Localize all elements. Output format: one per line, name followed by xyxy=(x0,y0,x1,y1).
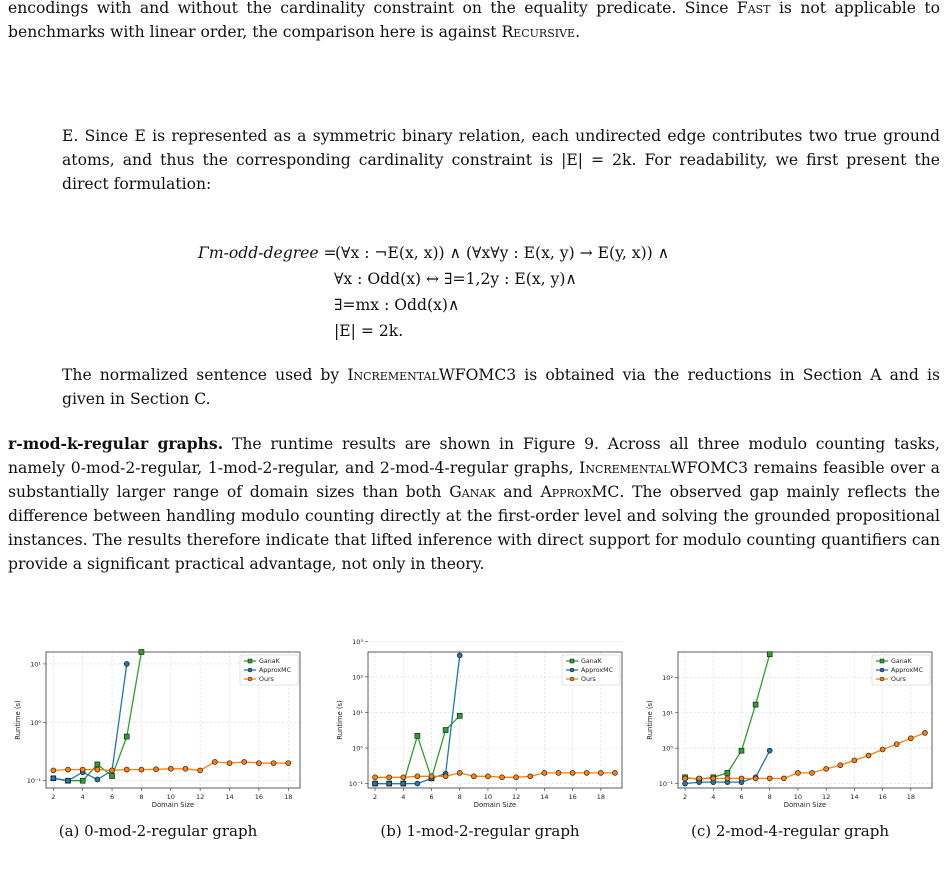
x-axis-label: Domain Size xyxy=(783,801,827,809)
caption-a: (a) 0-mod-2-regular graph xyxy=(58,822,258,840)
data-point-ours xyxy=(168,766,173,771)
y-tick-label: 10² xyxy=(352,673,363,682)
data-point-ours xyxy=(373,775,378,780)
data-point-ours xyxy=(866,753,871,758)
x-tick-label: 12 xyxy=(196,793,205,801)
data-point-ours xyxy=(457,770,462,775)
caption-b: (b) 1-mod-2-regular graph xyxy=(380,822,580,840)
data-point-approxmc xyxy=(66,778,71,783)
data-point-ours xyxy=(795,770,800,775)
data-point-ours xyxy=(683,776,688,781)
data-point-ours xyxy=(401,775,406,780)
legend-marker-ganak xyxy=(570,659,574,663)
x-tick-label: 6 xyxy=(739,793,744,801)
approxmc-name: ApproxMC xyxy=(540,483,620,501)
y-tick-label: 10⁰ xyxy=(662,744,673,753)
legend-label-ganak: GanaK xyxy=(891,658,912,666)
x-tick-label: 18 xyxy=(596,793,605,801)
data-point-ours xyxy=(124,767,129,772)
chart-a xyxy=(8,646,308,814)
data-point-ours xyxy=(894,742,899,747)
data-point-ours xyxy=(725,776,730,781)
data-point-approxmc xyxy=(457,653,462,658)
data-point-ours xyxy=(387,775,392,780)
data-point-ours xyxy=(908,736,913,741)
legend-label-approxmc: ApproxMC xyxy=(581,667,613,675)
ganak-name: Ganak xyxy=(449,483,496,501)
data-point-ours xyxy=(753,776,758,781)
data-point-ours xyxy=(485,774,490,779)
y-tick-label: 10⁻¹ xyxy=(26,777,41,786)
data-point-approxmc xyxy=(387,781,392,786)
data-point-ours xyxy=(110,768,115,773)
legend-label-approxmc: ApproxMC xyxy=(259,667,291,675)
formula-block xyxy=(198,240,669,344)
data-point-ours xyxy=(471,774,476,779)
data-point-ours xyxy=(570,770,575,775)
figure-a xyxy=(8,646,308,814)
data-point-ganak xyxy=(80,778,85,783)
data-point-ours xyxy=(429,774,434,779)
figure-b xyxy=(330,637,630,814)
legend-marker-ganak xyxy=(880,659,884,663)
para-r-and: and xyxy=(503,483,533,501)
x-tick-label: 2 xyxy=(372,793,378,801)
y-tick-label: 10¹ xyxy=(352,708,363,717)
para-r-body-3: . The observed gap mainly reflects the difference between handling modulo counting directly at the first-order level and solving the grounded propositional instances. The results therefore indicate that lifted inference with direct support for modulo counting quantifiers can provide a significant practical advantage, not only in theory. xyxy=(8,483,940,573)
para-edge-text: E. Since E is represented as a symmetric binary relation, each undirected edge contributes two true ground atoms, and thus the corresponding cardinality constraint is |E| = 2k. For readability, we first present the direct formulation: xyxy=(62,127,940,193)
data-point-ours xyxy=(154,767,159,772)
data-point-ours xyxy=(711,776,716,781)
formula-line-3: ∃=mx : Odd(x)∧ xyxy=(334,296,460,314)
x-tick-label: 4 xyxy=(711,793,716,801)
legend-marker-ours xyxy=(880,677,884,681)
fast-name: Fast xyxy=(736,0,771,17)
data-point-ours xyxy=(198,768,203,773)
legend-label-ours: Ours xyxy=(259,676,274,684)
legend-label-ganak: GanaK xyxy=(259,658,280,666)
x-tick-label: 14 xyxy=(225,793,234,801)
legend-label-ours: Ours xyxy=(891,676,906,684)
caption-c: (c) 2-mod-4-regular graph xyxy=(691,822,889,840)
data-point-ours xyxy=(500,775,505,780)
data-point-approxmc xyxy=(373,781,378,786)
y-tick-label: 10¹ xyxy=(662,709,673,718)
legend-marker-approxmc xyxy=(248,668,252,672)
para-normalized xyxy=(62,363,940,411)
data-point-ours xyxy=(212,759,217,764)
data-point-ours xyxy=(922,730,927,735)
formula-row-1 xyxy=(198,240,669,266)
legend-marker-ours xyxy=(570,677,574,681)
legend-label-ours: Ours xyxy=(581,676,596,684)
data-point-ours xyxy=(139,767,144,772)
para-norm-a: The normalized sentence used by xyxy=(62,366,340,384)
data-point-approxmc xyxy=(51,776,56,781)
data-point-ours xyxy=(415,774,420,779)
x-tick-label: 8 xyxy=(139,793,144,801)
intro-text-2b: . xyxy=(575,23,581,41)
data-point-ours xyxy=(95,767,100,772)
x-tick-label: 18 xyxy=(284,793,293,801)
data-point-ours xyxy=(256,761,261,766)
x-tick-label: 16 xyxy=(254,793,264,801)
chart-c xyxy=(640,646,940,814)
data-point-ours xyxy=(514,775,519,780)
y-tick-label: 10⁰ xyxy=(352,744,363,753)
x-tick-label: 8 xyxy=(767,793,772,801)
data-point-ganak xyxy=(110,774,115,779)
x-tick-label: 6 xyxy=(429,793,434,801)
x-tick-label: 14 xyxy=(540,793,549,801)
data-point-ours xyxy=(286,761,291,766)
legend-marker-approxmc xyxy=(570,668,574,672)
y-tick-label: 10³ xyxy=(352,637,363,646)
x-tick-label: 2 xyxy=(51,793,56,801)
x-tick-label: 2 xyxy=(682,793,688,801)
intro-text-1b: is not xyxy=(778,0,827,17)
intro-text-1: encodings with and without the cardinality constraint on the equality predicate. Since xyxy=(8,0,729,17)
data-point-ours xyxy=(542,770,547,775)
para-edge-relation xyxy=(62,124,940,196)
x-tick-label: 10 xyxy=(793,793,803,801)
x-tick-label: 16 xyxy=(568,793,577,801)
data-point-approxmc xyxy=(767,748,772,753)
data-point-ours xyxy=(80,767,85,772)
data-point-ganak xyxy=(457,713,462,718)
data-point-approxmc xyxy=(401,781,406,786)
intro-paragraph xyxy=(8,0,940,44)
incremental-name-2: IncrementalWFOMC3 xyxy=(579,459,749,477)
y-tick-label: 10¹ xyxy=(30,660,41,669)
recursive-name: Recursive xyxy=(501,23,576,41)
x-tick-label: 10 xyxy=(483,793,493,801)
y-axis-label: Runtime (s) xyxy=(14,700,22,740)
incremental-name: IncrementalWFOMC3 xyxy=(347,366,517,384)
data-point-ours xyxy=(556,770,561,775)
data-point-ganak xyxy=(415,733,420,738)
data-point-ours xyxy=(51,768,56,773)
x-tick-label: 4 xyxy=(401,793,406,801)
y-tick-label: 10⁻¹ xyxy=(658,780,673,789)
data-point-ganak xyxy=(139,650,144,655)
data-point-ours xyxy=(810,770,815,775)
legend-marker-ganak xyxy=(248,659,252,663)
data-point-ganak xyxy=(767,652,772,657)
data-point-ours xyxy=(598,770,603,775)
data-point-ours xyxy=(767,776,772,781)
data-point-ganak xyxy=(739,748,744,753)
legend-label-approxmc: ApproxMC xyxy=(891,667,923,675)
data-point-ours xyxy=(838,763,843,768)
x-tick-label: 18 xyxy=(906,793,915,801)
data-point-approxmc xyxy=(683,781,688,786)
formula-line-1: (∀x : ¬E(x, x)) ∧ (∀x∀y : E(x, y) → E(y, x)) ∧ xyxy=(334,244,670,262)
legend-marker-ours xyxy=(248,677,252,681)
x-tick-label: 8 xyxy=(457,793,462,801)
y-tick-label: 10⁰ xyxy=(30,718,41,727)
formula-line-2: ∀x : Odd(x) ↔ ∃=1,2y : E(x, y)∧ xyxy=(334,270,577,288)
data-point-approxmc xyxy=(415,781,420,786)
x-tick-label: 16 xyxy=(878,793,887,801)
data-point-ganak xyxy=(124,734,129,739)
intro-text-2: applicable to benchmarks with linear order, the comparison here is against xyxy=(8,0,940,41)
data-point-ours xyxy=(852,758,857,763)
data-point-ours xyxy=(584,770,589,775)
data-point-ours xyxy=(242,759,247,764)
legend-marker-approxmc xyxy=(880,668,884,672)
y-tick-label: 10² xyxy=(662,673,673,682)
data-point-ours xyxy=(66,767,71,772)
para-r-mod-k xyxy=(8,432,940,576)
data-point-ganak xyxy=(95,762,100,767)
data-point-ganak xyxy=(443,728,448,733)
data-point-ours xyxy=(697,776,702,781)
x-tick-label: 14 xyxy=(850,793,859,801)
formula-row-4 xyxy=(198,318,669,344)
x-tick-label: 6 xyxy=(109,793,115,801)
x-tick-label: 10 xyxy=(166,793,175,801)
formula-lhs: Γm-odd-degree = xyxy=(198,244,337,262)
data-point-approxmc xyxy=(124,661,129,666)
data-point-ours xyxy=(781,776,786,781)
data-point-ours xyxy=(227,761,232,766)
data-point-ganak xyxy=(753,702,758,707)
x-tick-label: 12 xyxy=(512,793,521,801)
x-tick-label: 12 xyxy=(822,793,831,801)
formula-row-3 xyxy=(198,292,669,318)
data-point-ours xyxy=(528,774,533,779)
data-point-ganak xyxy=(725,770,730,775)
legend-label-ganak: GanaK xyxy=(581,658,602,666)
x-axis-label: Domain Size xyxy=(473,801,517,809)
data-point-ours xyxy=(443,774,448,779)
data-point-approxmc xyxy=(95,777,100,782)
data-point-ours xyxy=(183,766,188,771)
chart-b xyxy=(330,637,630,814)
data-point-ours xyxy=(880,747,885,752)
x-axis-label: Domain Size xyxy=(151,801,195,809)
data-point-ours xyxy=(271,761,276,766)
formula-line-4: |E| = 2k. xyxy=(334,322,404,340)
formula-row-2 xyxy=(198,266,669,292)
data-point-ours xyxy=(612,770,617,775)
data-point-ours xyxy=(739,776,744,781)
data-point-ours xyxy=(824,766,829,771)
y-tick-label: 10⁻¹ xyxy=(348,780,363,789)
y-axis-label: Runtime (s) xyxy=(336,700,344,740)
figure-c xyxy=(640,646,940,814)
section-heading: r-mod-k-regular graphs. xyxy=(8,434,224,453)
para-r-body-2: remains feasible over a substantially larger range of domain sizes than both xyxy=(8,459,940,501)
x-tick-label: 4 xyxy=(80,793,85,801)
para-norm-b: is obtained via the reductions in Section A and is given in Section C. xyxy=(62,366,940,408)
para-r-body-1: The runtime results are shown in Figure 9. Across all three modulo counting tasks, namely 0-mod-2-regular, 1-mod-2-regular, and 2-mod-4-regular graphs, xyxy=(8,435,940,477)
y-axis-label: Runtime (s) xyxy=(646,700,654,740)
